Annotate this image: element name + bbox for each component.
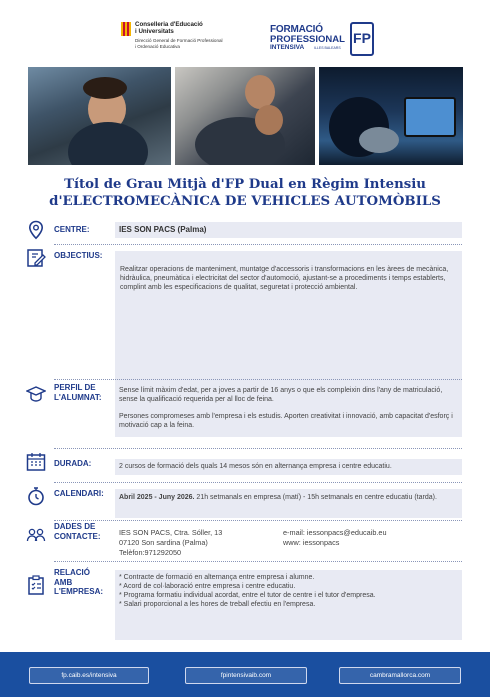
divider	[54, 379, 462, 380]
divider	[54, 448, 462, 449]
relacio-label	[54, 568, 103, 597]
contacte-label	[54, 522, 101, 541]
government-subtitle	[135, 38, 223, 49]
fp-logo-line-1: FORMACIÓ	[270, 24, 323, 35]
calendar-icon	[26, 452, 46, 472]
clipboard-checklist-icon	[26, 575, 46, 595]
centre-value: IES SON PACS (Palma)	[115, 222, 462, 238]
perfil-box	[115, 383, 462, 437]
perfil-label	[54, 383, 102, 402]
relacio-label-1: RELACIÓ	[54, 568, 90, 577]
calendari-dates: Abril 2025 - Juny 2026.	[119, 494, 195, 501]
relacio-item: * Contracte de formació en alternança entre empresa i alumne.	[119, 574, 315, 581]
perfil-label-2: L'ALUMNAT:	[54, 392, 102, 402]
photo-engine-repair	[175, 67, 315, 165]
edit-document-icon	[26, 248, 46, 268]
contact-people-icon	[26, 526, 46, 546]
gov-sub-1: Direcció General de Formació Professional	[135, 38, 223, 43]
footer-link-cambramallorca[interactable]: cambramallorca.com	[339, 667, 461, 684]
contacte-online	[283, 528, 387, 548]
calendari-box	[115, 489, 462, 518]
divider	[54, 244, 462, 245]
calendari-hours: 21h setmanals en empresa (matí) - 15h setmanals en centre educatiu (tarda).	[194, 494, 437, 501]
divider	[54, 482, 462, 483]
footer-link-fp-caib[interactable]: fp.caib.es/intensiva	[29, 667, 149, 684]
gov-sub-2: i Ordenació Educativa	[135, 43, 180, 49]
contacte-email[interactable]: e-mail: iessonpacs@educaib.eu	[283, 528, 387, 537]
contacte-web[interactable]: www: iessonpacs	[283, 538, 340, 547]
perfil-paragraph-1: Sense límit màxim d'edat, per a joves a partir de 16 anys o que els compleixin dins l'any de matriculació, sense la qualificació requerida per al lloc de feina.	[119, 387, 443, 403]
centre-label: CENTRE:	[54, 225, 90, 234]
durada-label: DURADA:	[54, 459, 92, 468]
gov-line-2: i Universitats	[135, 28, 174, 35]
graduation-cap-icon	[26, 384, 46, 404]
relacio-box	[115, 570, 462, 640]
contacte-label-2: CONTACTE:	[54, 531, 101, 541]
contacte-city: 07120 Son sardina (Palma)	[119, 538, 208, 547]
stopwatch-icon	[26, 486, 46, 506]
fp-logo-line-3: INTENSIVA	[270, 44, 305, 51]
divider	[54, 561, 462, 562]
contacte-address	[119, 528, 222, 558]
gov-line-1: Conselleria d'Educació	[135, 21, 203, 28]
contacte-label-1: DADES DE	[54, 522, 96, 531]
relacio-item: * Programa formatiu individual acordat, entre el tutor de centre i el tutor d'empresa.	[119, 592, 376, 599]
relacio-item: * Acord de col·laboració entre empresa i centre educatiu.	[119, 583, 296, 590]
page-title-line-2: d'ELECTROMECÀNICA DE VEHICLES AUTOMÒBILS	[49, 194, 441, 209]
relacio-label-2: AMB	[54, 577, 73, 587]
fp-mark-icon: FP	[350, 22, 374, 56]
divider	[54, 520, 462, 521]
relacio-item: * Salari proporcional a les hores de treball efectiu en l'empresa.	[119, 601, 316, 608]
relacio-label-3: L'EMPRESA:	[54, 587, 104, 596]
objectius-label: OBJECTIUS:	[54, 251, 103, 260]
contacte-address-line: IES SON PACS, Ctra. Sóller, 13	[119, 528, 223, 537]
location-pin-icon	[26, 220, 46, 240]
fp-logo-line-2: PROFESSIONAL	[270, 34, 345, 45]
government-crest-logo	[121, 22, 131, 36]
footer-bar	[0, 652, 490, 697]
durada-text: 2 cursos de formació dels quals 14 mesos són en alternança empresa i centre educatiu.	[115, 459, 462, 475]
fp-intensiva-logo	[270, 24, 370, 52]
perfil-label-1: PERFIL DE	[54, 383, 96, 392]
footer-link-fpintensivaib[interactable]: fpintensivaib.com	[185, 667, 307, 684]
perfil-paragraph-2: Persones compromeses amb l'empresa i els estudis. Aporten creativitat i innovació, amb capacitat d'esforç i motivació cap a la feina.	[119, 413, 453, 429]
government-title	[135, 21, 203, 35]
contacte-phone: Telèfon:971292050	[119, 548, 182, 557]
page-title-line-1: Títol de Grau Mitjà d'FP Dual en Règim Intensiu	[64, 177, 426, 192]
calendari-label: CALENDARI:	[54, 489, 104, 498]
photo-students-workshop	[28, 67, 171, 165]
fp-logo-tag: ILLES BALEARS	[314, 46, 341, 50]
objectius-text: Realitzar operacions de manteniment, muntatge d'accessoris i transformacions en les àrees de mecànica, hidràulica, pneumàtica i electricitat del sector d'automoció, ajustant-se a procediments i temps establerts, complint amb les especificacions de qualitat, seguretat i protecció ambiental.	[115, 251, 462, 386]
photo-diagnostic-tablet	[319, 67, 463, 165]
